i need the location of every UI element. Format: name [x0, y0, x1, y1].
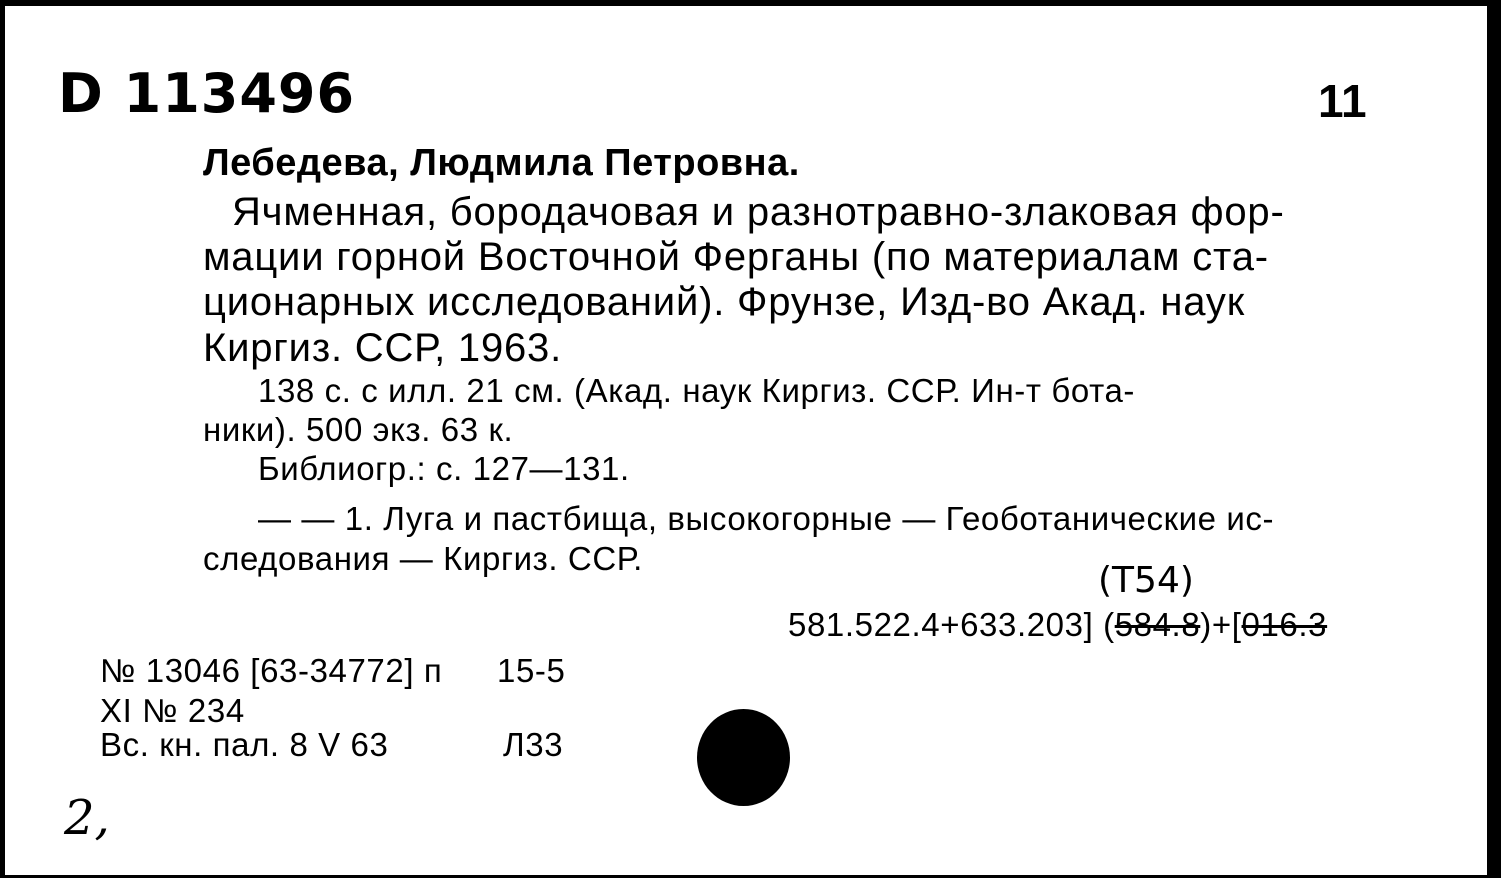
physical-description-line: 138 с. с илл. 21 см. (Акад. наук Киргиз. ССР. Ин-т бота-	[258, 372, 1135, 409]
card-number: 11	[1318, 75, 1367, 127]
order-line-right: Л33	[503, 726, 564, 763]
handwritten-class-note: (Т54)	[1098, 560, 1194, 601]
order-line-right: 15-5	[497, 652, 566, 689]
bibliography-note: Библиогр.: с. 127—131.	[258, 450, 630, 487]
punch-hole	[697, 709, 790, 806]
title-line: ционарных исследований). Фрунзе, Изд-во Акад. наук	[203, 280, 1245, 324]
subject-heading-line: — — 1. Луга и пастбища, высокогорные — Геоботанические ис-	[258, 500, 1275, 537]
card-edge-top	[0, 0, 1501, 6]
classification-prefix: 581.522.4+633.203] (	[788, 606, 1115, 643]
call-number: D 113496	[58, 62, 356, 125]
title-line: Киргиз. ССР, 1963.	[203, 326, 563, 370]
card-edge-right	[1487, 0, 1501, 878]
order-line-left: XI № 234	[100, 692, 245, 729]
title-line: мации горной Восточной Ферганы (по материалам ста-	[203, 235, 1269, 279]
card-edge-left	[0, 0, 5, 878]
classification-number	[788, 606, 1327, 644]
author-heading: Лебедева, Людмила Петровна.	[203, 142, 800, 184]
struck-classification: 584.8	[1114, 606, 1201, 643]
title-line: Ячменная, бородачовая и разнотравно-злаковая фор-	[232, 190, 1285, 234]
order-line-left: № 13046 [63-34772] п	[100, 652, 443, 689]
handwritten-mark: 2,	[64, 790, 110, 846]
subject-heading-line: следования — Киргиз. ССР.	[203, 540, 643, 577]
physical-description-line: ники). 500 экз. 63 к.	[203, 411, 514, 448]
struck-classification: 016.3	[1241, 606, 1328, 643]
order-line-left: Вс. кн. пал. 8 V 63	[100, 726, 389, 763]
classification-middle: )+[	[1200, 606, 1242, 643]
